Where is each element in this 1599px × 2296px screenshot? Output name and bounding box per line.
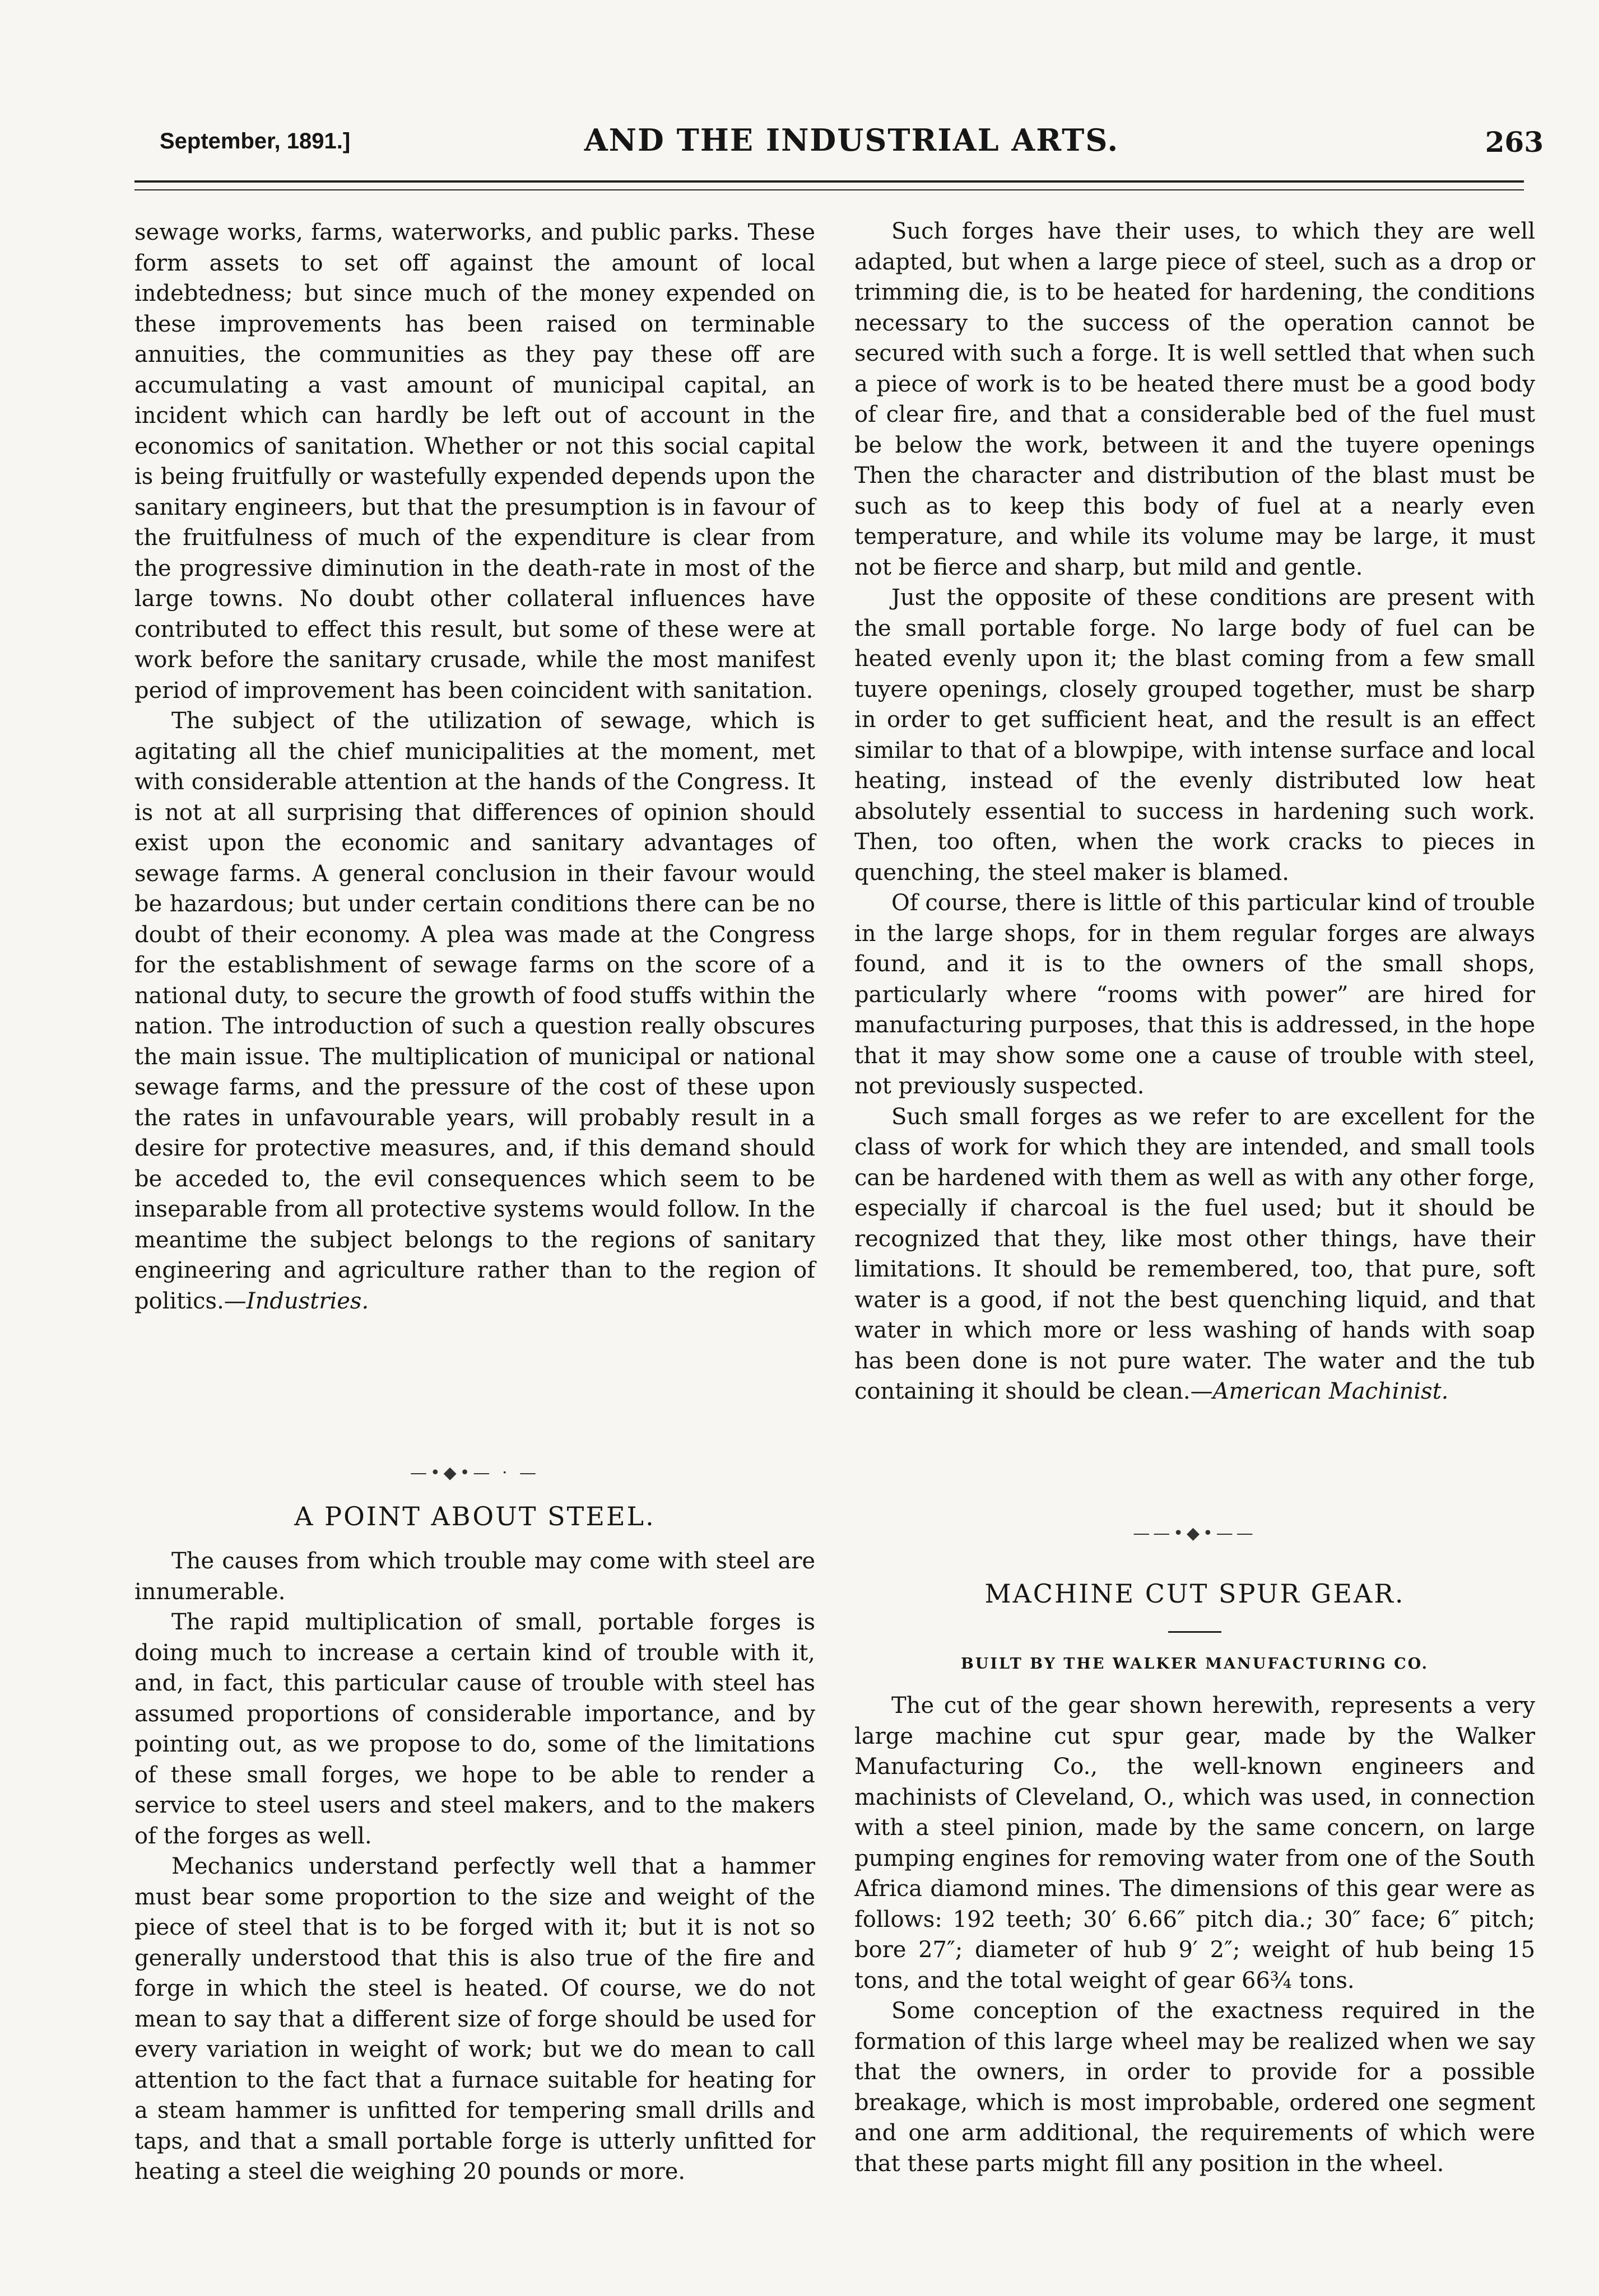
- right-column: [854, 216, 1535, 1407]
- paragraph: [854, 1102, 1535, 1407]
- paragraph: Mechanics understand perfectly well that a hammer must bear some proportion to the size and weight of the piece of steel that is to be forged with it; but it is not so generally understood that this is also true of the fire and forge in which the steel is heated. Of course, we do not mean to say that a different size of forge should be used for every variation in weight of work; but we do mean to call attention to the fact that a furnace suitable for heating for a steam hammer is unfitted for tempering small drills and taps, and that a small portable forge is utterly unfitted for heating a steel die weighing 20 pounds or more.: [134, 1853, 815, 2185]
- paragraph: Just the opposite of these conditions are present with the small portable forge. No large body of fuel can be heated evenly upon it; the blast coming from a few small tuyere openings, closely grouped together, must be sharp in order to get sufficient heat, and the result is an effect similar to that of a blowpipe, with intense surface and local heating, instead of the evenly distributed low heat absolutely essential to success in hardening such work. Then, too often, when the work cracks to pieces in quenching, the steel maker is blamed.: [854, 585, 1535, 886]
- paragraph: The rapid multiplication of small, portable forges is doing much to increase a certain kind of trouble with it, and, in fact, this particular cause of trouble with steel has assumed proportions of considerable importance, and by pointing out, as we propose to do, some of the limitations of these small forges, we hope to be able to render a service to steel users and steel makers, and to the makers of the forges as well.: [134, 1609, 815, 1849]
- paragraph: The cut of the gear shown herewith, represents a very large machine cut spur gear, made by the Walker Manufacturing Co., the well-known engineers and machinists of Cleveland, O., which was used, in connection with a steel pinion, made by the same concern, on large pumping engines for removing water from one of the South Africa diamond mines. The dimensions of this gear were as follows: 192 teeth; 30′ 6.66″ pitch dia.; 30″ face; 6″ pitch; bore 27″; diameter of hub 9′ 2″; weight of hub being 15 tons, and the total weight of gear 66¾ tons.: [854, 1693, 1535, 1994]
- paragraph-text: The subject of the utilization of sewage, which is agitating all the chief municipalities at the moment, met with considerable attention at the hands of the Congress. It is not at all surprising that differences of opinion should exist upon the economic and sanitary advantages of sewage farms. A general conclusion in their favour would be hazardous; but under certain conditions there can be no doubt of their economy. A plea was made at the Congress for the establishment of sewage farms on the score of a national duty, to secure the growth of food stuffs within the nation. The introduction of such a question really obscures the main issue. The multiplication of municipal or national sewage farms, and the pressure of the cost of these upon the rates in unfavourable years, will probably result in a desire for protective measures, and, if this demand should be acceded to, the evil consequences which seem to be inseparable from all protective systems would follow. In the meantime the subject belongs to the regions of sanitary engineering and agriculture rather than to the region of politics.—: [134, 708, 815, 1314]
- article-subtitle: BUILT BY THE WALKER MANUFACTURING CO.: [960, 1655, 1429, 1673]
- left-column: [134, 217, 815, 1316]
- title-rule: [1168, 1631, 1221, 1633]
- paragraph-text: Such small forges as we refer to are excellent for the class of work for which they are intended, and small tools can be hardened with them as well as with any other forge, especially if charcoal is the fuel used; but it should be recognized that they, like most other things, have their limitations. It should be remembered, too, that pure, soft water is a good, if not the best quenching liquid, and that water in which more or less washing of hands with soap has been done is not pure water. The water and the tub containing it should be clean.—: [854, 1103, 1535, 1404]
- section-ornament: —•◆•— · —: [410, 1463, 540, 1483]
- source-credit: American Machinist.: [1212, 1378, 1449, 1404]
- paragraph: Of course, there is little of this particular kind of trouble in the large shops, for in them regular forges are always found, and it is to the owners of the small shops, particularly where “rooms with power” are hired for manufacturing purposes, that this is addressed, in the hope that it may show some one a cause of trouble with steel, not previously suspected.: [854, 890, 1535, 1099]
- article-title: MACHINE CUT SPUR GEAR.: [984, 1578, 1405, 1609]
- paragraph: The causes from which trouble may come with steel are innumerable.: [134, 1548, 815, 1605]
- gear-article-body: [854, 1690, 1535, 2179]
- section-ornament: ——•◆•——: [1133, 1524, 1257, 1543]
- running-head: [160, 122, 1544, 161]
- journal-title: AND THE INDUSTRIAL ARTS.: [584, 122, 1119, 158]
- header-rule-thick: [134, 180, 1524, 183]
- paragraph: [134, 706, 815, 1316]
- article-title: A POINT ABOUT STEEL.: [294, 1501, 656, 1531]
- page-number: 263: [1485, 125, 1544, 159]
- issue-date: September, 1891.]: [160, 129, 351, 153]
- steel-article-body: [134, 1546, 815, 2187]
- paragraph: Such forges have their uses, to which they are well adapted, but when a large piece of steel, such as a drop or trimming die, is to be heated for hardening, the conditions necessary to the success of the operation cannot be secured with such a forge. It is well settled that when such a piece of work is to be heated there must be a good body of clear fire, and that a considerable bed of the fuel must be below the work, between it and the tuyere openings Then the character and distribution of the blast must be such as to keep this body of fuel at a nearly even temperature, and while its volume may be large, it must not be fierce and sharp, but mild and gentle.: [854, 218, 1535, 580]
- paragraph: sewage works, farms, waterworks, and public parks. These form assets to set off against the amount of local indebtedness; but since much of the money expended on these improvements has been raised on terminable annuities, the communities as they pay these off are accumulating a vast amount of municipal capital, an incident which can hardly be left out of account in the economics of sanitation. Whether or not this social capital is being fruitfully or wastefully expended depends upon the sanitary engineers, but that the presumption is in favour of the fruitfulness of much of the expenditure is clear from the progressive diminution in the death-rate in most of the large towns. No doubt other collateral influences have contributed to effect this result, but some of these were at work before the sanitary crusade, while the most manifest period of improvement has been coincident with sanitation.: [134, 220, 815, 704]
- source-credit: Industries.: [246, 1288, 369, 1314]
- paragraph: Some conception of the exactness required in the formation of this large wheel may be realized when we say that the owners, in order to provide for a possible breakage, which is most improbable, ordered one segment and one arm additional, the requirements of which were that these parts might fill any position in the wheel.: [854, 1998, 1535, 2177]
- header-rule-thin: [134, 189, 1524, 190]
